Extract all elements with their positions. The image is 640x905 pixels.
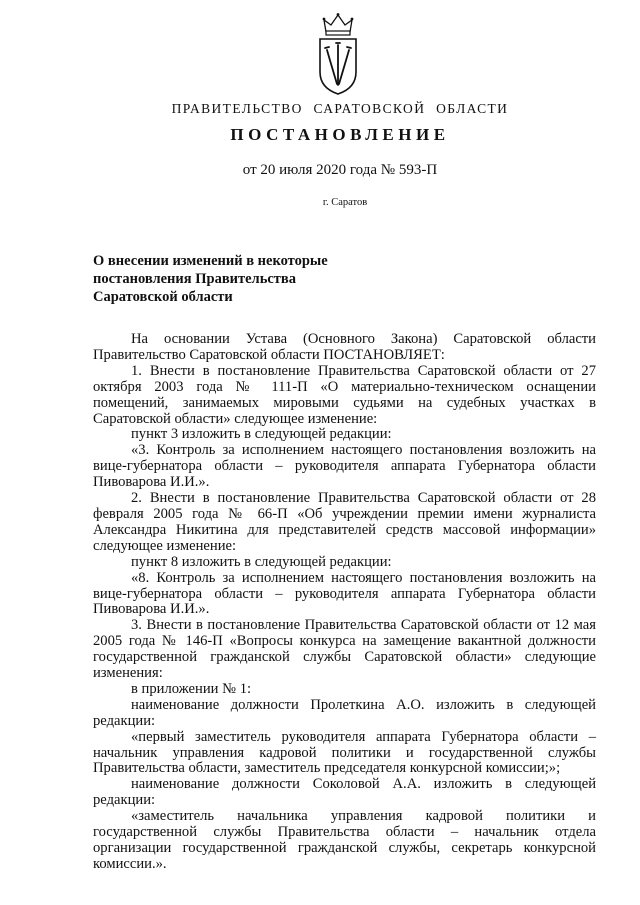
paragraph-item-1: 1. Внести в постановление Правительства Саратовской области от 27 октября 2003 года № 111-П «О материально-техническом оснащении помещений, занимаемых мировыми судьями на судебных участках в Саратовской области» следующее изменение: (93, 362, 596, 427)
subject-line: Саратовской области (93, 289, 233, 305)
paragraph-quote: «первый заместитель руководителя аппарата Губернатора области – начальник управления кадровой политики и государственной службы Правительства области, заместитель председателя конкурсной комиссии;»; (93, 728, 596, 777)
document-body (93, 332, 596, 873)
paragraph: наименование должности Соколовой А.А. изложить в следующей редакции: (93, 776, 596, 809)
subject-line: постановления Правительства (93, 271, 296, 287)
paragraph: пункт 8 изложить в следующей редакции: (131, 553, 392, 570)
paragraph: пункт 3 изложить в следующей редакции: (131, 426, 392, 443)
document-subject (93, 252, 433, 306)
paragraph-quote: «3. Контроль за исполнением настоящего постановления возложить на вице-губернатора области – руководителя аппарата Губернатора области Пивоварова И.И.». (93, 442, 596, 491)
paragraph-quote: «заместитель начальника управления кадровой политики и государственной службы Правительства области – начальник отдела организации государственной гражданской службы, секретарь конкурсной комиссии.». (93, 808, 596, 872)
paragraph-item-3: 3. Внести в постановление Правительства Саратовской области от 12 мая 2005 года № 146-П «Вопросы конкурса на замещение вакантной должности государственной гражданской службы Саратовской области» следующие изменения: (93, 617, 596, 682)
document-date-number: от 20 июля 2020 года № 593-П (242, 162, 438, 178)
paragraph-preamble: На основании Устава (Основного Закона) Саратовской области Правительство Саратовской области ПОСТАНОВЛЯЕТ: (93, 331, 596, 363)
paragraph: в приложении № 1: (131, 680, 252, 697)
paragraph: наименование должности Пролеткина А.О. изложить в следующей редакции: (93, 696, 596, 729)
document-type: ПОСТАНОВЛЕНИЕ (230, 125, 450, 144)
document-city: г. Саратов (322, 197, 368, 208)
paragraph-item-2: 2. Внести в постановление Правительства Саратовской области от 28 февраля 2005 года № 66-П «Об учреждении премии имени журналиста Александра Никитина для представителей средств массовой информации» следующее изменение: (93, 490, 596, 554)
government-name: ПРАВИТЕЛЬСТВО САРАТОВСКОЙ ОБЛАСТИ (171, 101, 509, 116)
subject-line: О внесении изменений в некоторые (93, 253, 328, 269)
paragraph-quote: «8. Контроль за исполнением настоящего постановления возложить на вице-губернатора области – руководителя аппарата Губернатора области Пивоварова И.И.». (93, 569, 596, 618)
saratov-coat-of-arms-icon (316, 12, 360, 96)
